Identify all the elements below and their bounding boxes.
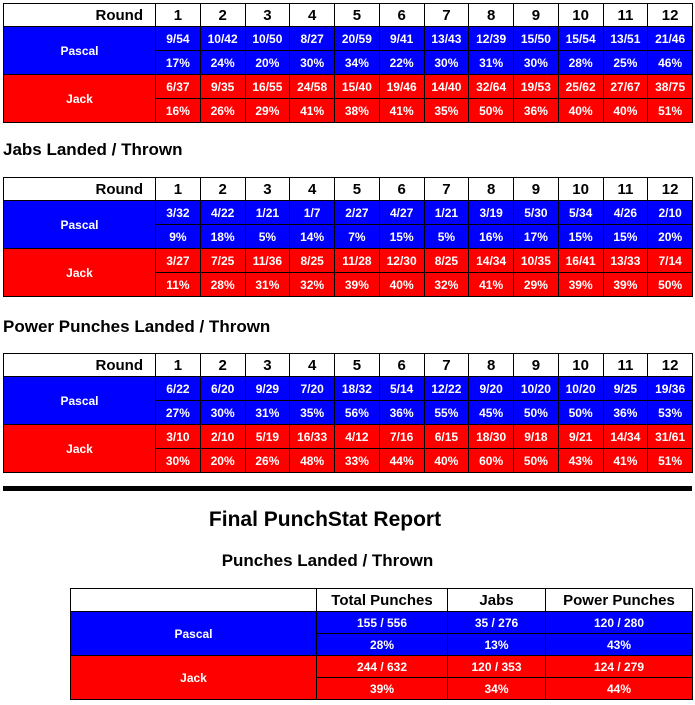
landed-thrown-cell: 6/15: [424, 425, 469, 449]
landed-thrown-cell: 9/20: [469, 377, 514, 401]
percent-cell: 30%: [514, 51, 559, 75]
percent-cell: 41%: [469, 273, 514, 297]
round-number: 2: [200, 354, 245, 377]
percent-cell: 27%: [156, 401, 201, 425]
landed-thrown-cell: 13/33: [603, 249, 648, 273]
landed-thrown-cell: 15/40: [335, 75, 380, 99]
percent-cell: 40%: [558, 99, 603, 123]
round-number: 4: [290, 4, 335, 27]
landed-thrown-cell: 3/32: [156, 201, 201, 225]
percent-cell: 41%: [290, 99, 335, 123]
landed-thrown-cell: 16/55: [245, 75, 290, 99]
landed-thrown-cell: 10/42: [200, 27, 245, 51]
final-header-jabs: Jabs: [448, 589, 546, 612]
final-percent-cell: 44%: [546, 678, 693, 700]
percent-cell: 5%: [424, 225, 469, 249]
round-number: 8: [469, 4, 514, 27]
percent-cell: 43%: [558, 449, 603, 473]
percent-cell: 17%: [514, 225, 559, 249]
fighter-name: Jack: [4, 425, 156, 473]
landed-thrown-cell: 4/26: [603, 201, 648, 225]
percent-cell: 36%: [514, 99, 559, 123]
landed-thrown-cell: 12/22: [424, 377, 469, 401]
landed-thrown-cell: 13/51: [603, 27, 648, 51]
round-number: 12: [648, 4, 693, 27]
percent-cell: 39%: [603, 273, 648, 297]
landed-thrown-cell: 8/27: [290, 27, 335, 51]
fighter-landed-row: [4, 75, 693, 99]
landed-thrown-cell: 14/40: [424, 75, 469, 99]
percent-cell: 26%: [245, 449, 290, 473]
percent-cell: 20%: [200, 449, 245, 473]
landed-thrown-cell: 7/14: [648, 249, 693, 273]
landed-thrown-cell: 31/61: [648, 425, 693, 449]
round-header-row: [4, 354, 693, 377]
fighter-name: Jack: [4, 75, 156, 123]
percent-cell: 51%: [648, 449, 693, 473]
percent-cell: 24%: [200, 51, 245, 75]
percent-cell: 55%: [424, 401, 469, 425]
landed-thrown-cell: 27/67: [603, 75, 648, 99]
landed-thrown-cell: 8/25: [424, 249, 469, 273]
landed-thrown-cell: 14/34: [469, 249, 514, 273]
final-percent-cell: 43%: [546, 634, 693, 656]
percent-cell: 41%: [603, 449, 648, 473]
percent-cell: 7%: [335, 225, 380, 249]
round-number: 9: [514, 4, 559, 27]
fighter-landed-row: [4, 425, 693, 449]
percent-cell: 22%: [379, 51, 424, 75]
percent-cell: 15%: [379, 225, 424, 249]
final-landed-cell: 35 / 276: [448, 612, 546, 634]
fighter-landed-row: [4, 377, 693, 401]
final-header-power: Power Punches: [546, 589, 693, 612]
fighter-name: Pascal: [4, 201, 156, 249]
percent-cell: 29%: [245, 99, 290, 123]
percent-cell: 9%: [156, 225, 201, 249]
round-number: 6: [379, 354, 424, 377]
landed-thrown-cell: 2/27: [335, 201, 380, 225]
fighter-landed-row: [4, 201, 693, 225]
landed-thrown-cell: 12/39: [469, 27, 514, 51]
percent-cell: 34%: [335, 51, 380, 75]
round-number: 5: [335, 354, 380, 377]
landed-thrown-cell: 1/21: [245, 201, 290, 225]
landed-thrown-cell: 16/41: [558, 249, 603, 273]
round-number: 11: [603, 354, 648, 377]
round-number: 4: [290, 178, 335, 201]
final-percent-cell: 39%: [317, 678, 448, 700]
landed-thrown-cell: 10/50: [245, 27, 290, 51]
final-report-subtitle: Punches Landed / Thrown: [221, 551, 434, 570]
fighter-landed-row: [4, 27, 693, 51]
percent-cell: 16%: [469, 225, 514, 249]
percent-cell: 45%: [469, 401, 514, 425]
section-title-jabs: Jabs Landed / Thrown: [3, 140, 183, 159]
percent-cell: 40%: [424, 449, 469, 473]
landed-thrown-cell: 9/41: [379, 27, 424, 51]
landed-thrown-cell: 9/54: [156, 27, 201, 51]
landed-thrown-cell: 9/18: [514, 425, 559, 449]
final-header-total: Total Punches: [317, 589, 448, 612]
percent-cell: 30%: [424, 51, 469, 75]
round-number: 3: [245, 354, 290, 377]
round-number: 1: [156, 4, 201, 27]
final-landed-cell: 244 / 632: [317, 656, 448, 678]
percent-cell: 32%: [424, 273, 469, 297]
landed-thrown-cell: 19/36: [648, 377, 693, 401]
percent-cell: 48%: [290, 449, 335, 473]
percent-cell: 53%: [648, 401, 693, 425]
percent-cell: 51%: [648, 99, 693, 123]
final-landed-cell: 120 / 353: [448, 656, 546, 678]
landed-thrown-cell: 6/37: [156, 75, 201, 99]
percent-cell: 28%: [200, 273, 245, 297]
landed-thrown-cell: 15/54: [558, 27, 603, 51]
percent-cell: 30%: [200, 401, 245, 425]
landed-thrown-cell: 14/34: [603, 425, 648, 449]
percent-cell: 15%: [603, 225, 648, 249]
round-number: 8: [469, 354, 514, 377]
final-landed-row: [71, 656, 693, 678]
percent-cell: 50%: [558, 401, 603, 425]
landed-thrown-cell: 7/25: [200, 249, 245, 273]
percent-cell: 41%: [379, 99, 424, 123]
landed-thrown-cell: 38/75: [648, 75, 693, 99]
round-number: 10: [558, 354, 603, 377]
jabs-table: [3, 177, 693, 297]
percent-cell: 31%: [469, 51, 514, 75]
round-number: 6: [379, 4, 424, 27]
round-number: 3: [245, 178, 290, 201]
percent-cell: 28%: [558, 51, 603, 75]
landed-thrown-cell: 32/64: [469, 75, 514, 99]
fighter-name: Pascal: [4, 27, 156, 75]
round-number: 7: [424, 4, 469, 27]
landed-thrown-cell: 1/21: [424, 201, 469, 225]
percent-cell: 31%: [245, 273, 290, 297]
landed-thrown-cell: 9/25: [603, 377, 648, 401]
final-fighter-name: Pascal: [71, 612, 317, 656]
landed-thrown-cell: 19/46: [379, 75, 424, 99]
percent-cell: 50%: [514, 449, 559, 473]
round-number: 2: [200, 178, 245, 201]
final-header-row: [71, 589, 693, 612]
percent-cell: 40%: [603, 99, 648, 123]
percent-cell: 56%: [335, 401, 380, 425]
landed-thrown-cell: 10/20: [514, 377, 559, 401]
round-number: 12: [648, 354, 693, 377]
round-number: 12: [648, 178, 693, 201]
round-number: 6: [379, 178, 424, 201]
percent-cell: 18%: [200, 225, 245, 249]
landed-thrown-cell: 16/33: [290, 425, 335, 449]
final-report-table: [70, 588, 693, 700]
landed-thrown-cell: 12/30: [379, 249, 424, 273]
fighter-landed-row: [4, 249, 693, 273]
round-number: 5: [335, 4, 380, 27]
final-percent-cell: 28%: [317, 634, 448, 656]
landed-thrown-cell: 4/12: [335, 425, 380, 449]
landed-thrown-cell: 25/62: [558, 75, 603, 99]
percent-cell: 30%: [156, 449, 201, 473]
landed-thrown-cell: 6/22: [156, 377, 201, 401]
final-landed-cell: 124 / 279: [546, 656, 693, 678]
final-landed-cell: 155 / 556: [317, 612, 448, 634]
landed-thrown-cell: 11/36: [245, 249, 290, 273]
final-percent-cell: 34%: [448, 678, 546, 700]
total-punches-table: [3, 3, 693, 123]
percent-cell: 14%: [290, 225, 335, 249]
percent-cell: 39%: [558, 273, 603, 297]
round-number: 3: [245, 4, 290, 27]
landed-thrown-cell: 4/27: [379, 201, 424, 225]
landed-thrown-cell: 18/30: [469, 425, 514, 449]
percent-cell: 38%: [335, 99, 380, 123]
final-landed-cell: 120 / 280: [546, 612, 693, 634]
percent-cell: 20%: [245, 51, 290, 75]
landed-thrown-cell: 3/10: [156, 425, 201, 449]
landed-thrown-cell: 4/22: [200, 201, 245, 225]
final-header-blank: [71, 589, 317, 612]
landed-thrown-cell: 13/43: [424, 27, 469, 51]
landed-thrown-cell: 10/35: [514, 249, 559, 273]
landed-thrown-cell: 19/53: [514, 75, 559, 99]
round-number: 1: [156, 354, 201, 377]
round-label: Round: [4, 354, 156, 377]
percent-cell: 25%: [603, 51, 648, 75]
percent-cell: 44%: [379, 449, 424, 473]
round-number: 4: [290, 354, 335, 377]
landed-thrown-cell: 5/19: [245, 425, 290, 449]
percent-cell: 46%: [648, 51, 693, 75]
percent-cell: 16%: [156, 99, 201, 123]
landed-thrown-cell: 24/58: [290, 75, 335, 99]
round-header-row: [4, 178, 693, 201]
fighter-name: Pascal: [4, 377, 156, 425]
percent-cell: 36%: [603, 401, 648, 425]
landed-thrown-cell: 8/25: [290, 249, 335, 273]
percent-cell: 50%: [514, 401, 559, 425]
landed-thrown-cell: 2/10: [200, 425, 245, 449]
round-number: 10: [558, 178, 603, 201]
landed-thrown-cell: 11/28: [335, 249, 380, 273]
final-report-title: Final PunchStat Report: [208, 508, 442, 531]
landed-thrown-cell: 21/46: [648, 27, 693, 51]
round-number: 11: [603, 4, 648, 27]
percent-cell: 35%: [290, 401, 335, 425]
percent-cell: 35%: [424, 99, 469, 123]
section-divider: [3, 486, 692, 491]
landed-thrown-cell: 9/21: [558, 425, 603, 449]
percent-cell: 11%: [156, 273, 201, 297]
landed-thrown-cell: 3/27: [156, 249, 201, 273]
section-title-power-punches: Power Punches Landed / Thrown: [3, 317, 271, 336]
round-number: 8: [469, 178, 514, 201]
round-number: 9: [514, 354, 559, 377]
percent-cell: 15%: [558, 225, 603, 249]
landed-thrown-cell: 10/20: [558, 377, 603, 401]
fighter-name: Jack: [4, 249, 156, 297]
percent-cell: 17%: [156, 51, 201, 75]
power-punches-table: [3, 353, 693, 473]
landed-thrown-cell: 15/50: [514, 27, 559, 51]
round-number: 5: [335, 178, 380, 201]
round-number: 7: [424, 354, 469, 377]
landed-thrown-cell: 20/59: [335, 27, 380, 51]
landed-thrown-cell: 7/16: [379, 425, 424, 449]
percent-cell: 30%: [290, 51, 335, 75]
round-number: 9: [514, 178, 559, 201]
round-number: 1: [156, 178, 201, 201]
percent-cell: 60%: [469, 449, 514, 473]
landed-thrown-cell: 2/10: [648, 201, 693, 225]
landed-thrown-cell: 3/19: [469, 201, 514, 225]
percent-cell: 32%: [290, 273, 335, 297]
landed-thrown-cell: 18/32: [335, 377, 380, 401]
percent-cell: 29%: [514, 273, 559, 297]
round-number: 11: [603, 178, 648, 201]
percent-cell: 20%: [648, 225, 693, 249]
landed-thrown-cell: 6/20: [200, 377, 245, 401]
final-percent-cell: 13%: [448, 634, 546, 656]
round-number: 7: [424, 178, 469, 201]
percent-cell: 31%: [245, 401, 290, 425]
landed-thrown-cell: 5/14: [379, 377, 424, 401]
landed-thrown-cell: 5/34: [558, 201, 603, 225]
percent-cell: 33%: [335, 449, 380, 473]
percent-cell: 36%: [379, 401, 424, 425]
percent-cell: 5%: [245, 225, 290, 249]
landed-thrown-cell: 5/30: [514, 201, 559, 225]
round-number: 2: [200, 4, 245, 27]
percent-cell: 40%: [379, 273, 424, 297]
percent-cell: 39%: [335, 273, 380, 297]
landed-thrown-cell: 9/29: [245, 377, 290, 401]
percent-cell: 26%: [200, 99, 245, 123]
round-label: Round: [4, 4, 156, 27]
round-label: Round: [4, 178, 156, 201]
final-fighter-name: Jack: [71, 656, 317, 700]
percent-cell: 50%: [469, 99, 514, 123]
percent-cell: 50%: [648, 273, 693, 297]
final-landed-row: [71, 612, 693, 634]
landed-thrown-cell: 7/20: [290, 377, 335, 401]
round-number: 10: [558, 4, 603, 27]
round-header-row: [4, 4, 693, 27]
landed-thrown-cell: 1/7: [290, 201, 335, 225]
landed-thrown-cell: 9/35: [200, 75, 245, 99]
